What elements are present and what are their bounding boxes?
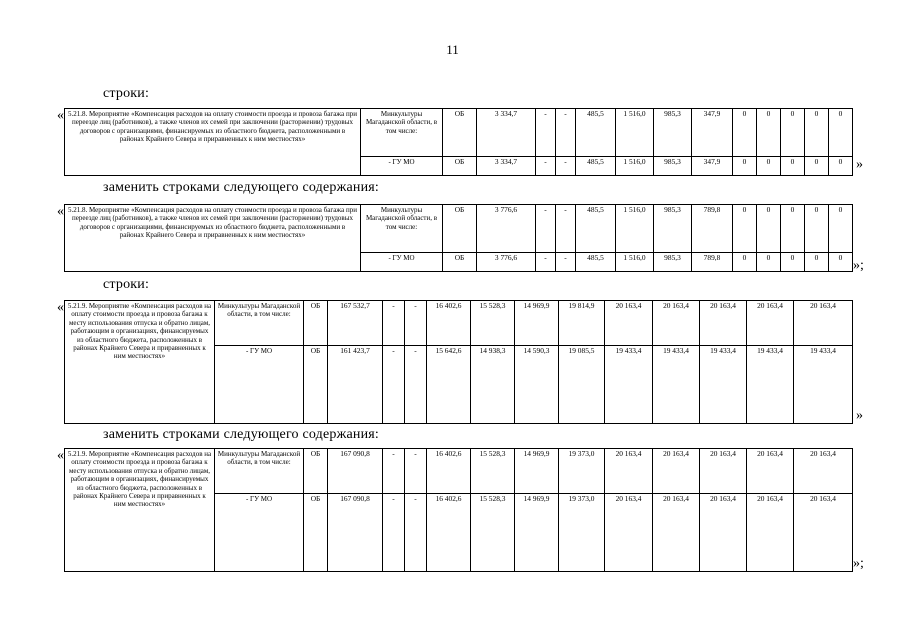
value-cell: 14 938,3: [471, 346, 515, 424]
value-cell: 3 334,7: [477, 109, 536, 157]
value-cell: -: [405, 301, 427, 346]
value-cell: 0: [781, 109, 805, 157]
value-cell: 347,9: [692, 109, 733, 157]
value-cell: -: [536, 156, 556, 175]
value-cell: -: [556, 252, 576, 271]
value-cell: 1 516,0: [616, 252, 654, 271]
org-cell: - ГУ МО: [361, 252, 443, 271]
open-quote: «: [57, 108, 64, 123]
value-cell: ОБ: [443, 109, 477, 157]
value-cell: 347,9: [692, 156, 733, 175]
value-cell: 485,5: [576, 205, 616, 253]
value-cell: 0: [757, 109, 781, 157]
value-cell: -: [405, 346, 427, 424]
activity-description: 5.21.8. Мероприятие «Компенсация расходов на оплату стоимости проезда и провоза багажа при переезде лиц (работников), а также членов их семей при заключении (расторжении) трудовых договоров с организациями, финансируемых из областного бюджета, расположенными в районах Крайнего Севера и приравненных к ним местностях»: [65, 109, 361, 176]
org-cell: - ГУ МО: [361, 156, 443, 175]
value-cell: -: [405, 494, 427, 572]
value-cell: 15 528,3: [471, 494, 515, 572]
value-cell: -: [536, 205, 556, 253]
value-cell: 0: [781, 252, 805, 271]
value-cell: 485,5: [576, 252, 616, 271]
close-quote: »;: [853, 556, 864, 571]
value-cell: ОБ: [304, 346, 328, 424]
value-cell: -: [383, 346, 405, 424]
value-cell: 16 402,6: [427, 301, 471, 346]
value-cell: 20 163,4: [794, 494, 853, 572]
value-cell: ОБ: [443, 205, 477, 253]
value-cell: 0: [733, 252, 757, 271]
value-cell: 19 433,4: [700, 346, 747, 424]
value-cell: 20 163,4: [794, 301, 853, 346]
value-cell: 0: [757, 205, 781, 253]
value-cell: 16 402,6: [427, 494, 471, 572]
value-cell: 19 433,4: [747, 346, 794, 424]
value-cell: 14 590,3: [515, 346, 559, 424]
value-cell: 15 528,3: [471, 449, 515, 494]
value-cell: 14 969,9: [515, 301, 559, 346]
close-quote: »;: [853, 258, 864, 273]
page-number: 11: [446, 42, 459, 57]
table-row: [65, 205, 853, 253]
value-cell: 19 085,5: [559, 346, 605, 424]
value-cell: 0: [805, 156, 829, 175]
value-cell: 20 163,4: [747, 301, 794, 346]
value-cell: 3 776,6: [477, 205, 536, 253]
value-cell: 0: [829, 156, 853, 175]
value-cell: 0: [829, 205, 853, 253]
value-cell: 167 532,7: [328, 301, 383, 346]
value-cell: 0: [757, 156, 781, 175]
value-cell: 20 163,4: [700, 301, 747, 346]
heading-rows: строки:: [103, 277, 150, 292]
value-cell: 19 373,0: [559, 449, 605, 494]
value-cell: 15 642,6: [427, 346, 471, 424]
value-cell: 20 163,4: [747, 494, 794, 572]
value-cell: 985,3: [654, 109, 692, 157]
value-cell: ОБ: [304, 449, 328, 494]
org-cell: - ГУ МО: [215, 494, 304, 572]
value-cell: 3 776,6: [477, 252, 536, 271]
open-quote: «: [57, 204, 64, 219]
value-cell: 0: [733, 205, 757, 253]
open-quote: «: [57, 300, 64, 315]
value-cell: 20 163,4: [653, 449, 700, 494]
value-cell: -: [536, 252, 556, 271]
value-cell: 0: [781, 205, 805, 253]
value-cell: 14 969,9: [515, 449, 559, 494]
value-cell: 20 163,4: [653, 301, 700, 346]
value-cell: 167 090,8: [328, 449, 383, 494]
value-cell: 20 163,4: [605, 449, 653, 494]
value-cell: -: [556, 109, 576, 157]
value-cell: 0: [805, 205, 829, 253]
value-cell: 985,3: [654, 156, 692, 175]
value-cell: 985,3: [654, 205, 692, 253]
value-cell: 161 423,7: [328, 346, 383, 424]
value-cell: 789,8: [692, 205, 733, 253]
table-row: [65, 109, 853, 157]
value-cell: 20 163,4: [747, 449, 794, 494]
value-cell: -: [556, 205, 576, 253]
value-cell: 0: [829, 252, 853, 271]
org-cell: Минкультуры Магаданской области, в том числе:: [215, 449, 304, 494]
value-cell: 16 402,6: [427, 449, 471, 494]
value-cell: 0: [733, 109, 757, 157]
org-cell: - ГУ МО: [215, 346, 304, 424]
value-cell: 19 433,4: [653, 346, 700, 424]
value-cell: -: [383, 449, 405, 494]
activity-description: 5.21.9. Мероприятие «Компенсация расходов на оплату стоимости проезда и провоза багажа к месту использования отпуска и обратно лицам, работающим в организациях, финансируемых из областного бюджета, расположенных в районах Крайнего Севера и приравненных к ним местностях»: [65, 449, 215, 572]
org-cell: Минкультуры Магаданской области, в том числе:: [361, 205, 443, 253]
value-cell: -: [383, 301, 405, 346]
table-row: [65, 301, 853, 346]
program-table: [64, 300, 853, 424]
value-cell: 20 163,4: [605, 494, 653, 572]
value-cell: 0: [829, 109, 853, 157]
value-cell: -: [536, 109, 556, 157]
heading-replace: заменить строками следующего содержания:: [103, 180, 380, 195]
org-cell: Минкультуры Магаданской области, в том числе:: [215, 301, 304, 346]
heading-replace: заменить строками следующего содержания:: [103, 427, 380, 442]
open-quote: «: [57, 448, 64, 463]
table-row: [65, 449, 853, 494]
value-cell: 3 334,7: [477, 156, 536, 175]
value-cell: -: [405, 449, 427, 494]
value-cell: 0: [781, 156, 805, 175]
program-table: [64, 108, 853, 176]
close-quote: »: [856, 408, 863, 423]
value-cell: ОБ: [443, 156, 477, 175]
value-cell: 19 433,4: [605, 346, 653, 424]
value-cell: 19 373,0: [559, 494, 605, 572]
value-cell: ОБ: [304, 494, 328, 572]
value-cell: 20 163,4: [700, 449, 747, 494]
value-cell: 20 163,4: [700, 494, 747, 572]
value-cell: 14 969,9: [515, 494, 559, 572]
value-cell: 19 814,9: [559, 301, 605, 346]
program-table: [64, 448, 853, 572]
value-cell: ОБ: [304, 301, 328, 346]
value-cell: ОБ: [443, 252, 477, 271]
value-cell: 0: [757, 252, 781, 271]
value-cell: 485,5: [576, 156, 616, 175]
value-cell: 485,5: [576, 109, 616, 157]
value-cell: 15 528,3: [471, 301, 515, 346]
value-cell: 1 516,0: [616, 109, 654, 157]
value-cell: -: [383, 494, 405, 572]
activity-description: 5.21.9. Мероприятие «Компенсация расходов на оплату стоимости проезда и провоза багажа к месту использования отпуска и обратно лицам, работающим в организациях, финансируемых из областного бюджета, расположенных в районах Крайнего Севера и приравненных к ним местностях»: [65, 301, 215, 424]
value-cell: 1 516,0: [616, 205, 654, 253]
value-cell: 20 163,4: [605, 301, 653, 346]
value-cell: 20 163,4: [653, 494, 700, 572]
value-cell: 985,3: [654, 252, 692, 271]
value-cell: 0: [805, 252, 829, 271]
value-cell: 19 433,4: [794, 346, 853, 424]
value-cell: 20 163,4: [794, 449, 853, 494]
value-cell: 0: [805, 109, 829, 157]
value-cell: 167 090,8: [328, 494, 383, 572]
program-table: [64, 204, 853, 272]
value-cell: 789,8: [692, 252, 733, 271]
heading-rows: строки:: [103, 86, 150, 101]
org-cell: Минкультуры Магаданской области, в том числе:: [361, 109, 443, 157]
activity-description: 5.21.8. Мероприятие «Компенсация расходов на оплату стоимости проезда и провоза багажа при переезде лиц (работников), а также членов их семей при заключении (расторжении) трудовых договоров с организациями, финансируемых из областного бюджета, расположенными в районах Крайнего Севера и приравненных к ним местностях»: [65, 205, 361, 272]
value-cell: -: [556, 156, 576, 175]
close-quote: »: [856, 157, 863, 172]
value-cell: 0: [733, 156, 757, 175]
value-cell: 1 516,0: [616, 156, 654, 175]
